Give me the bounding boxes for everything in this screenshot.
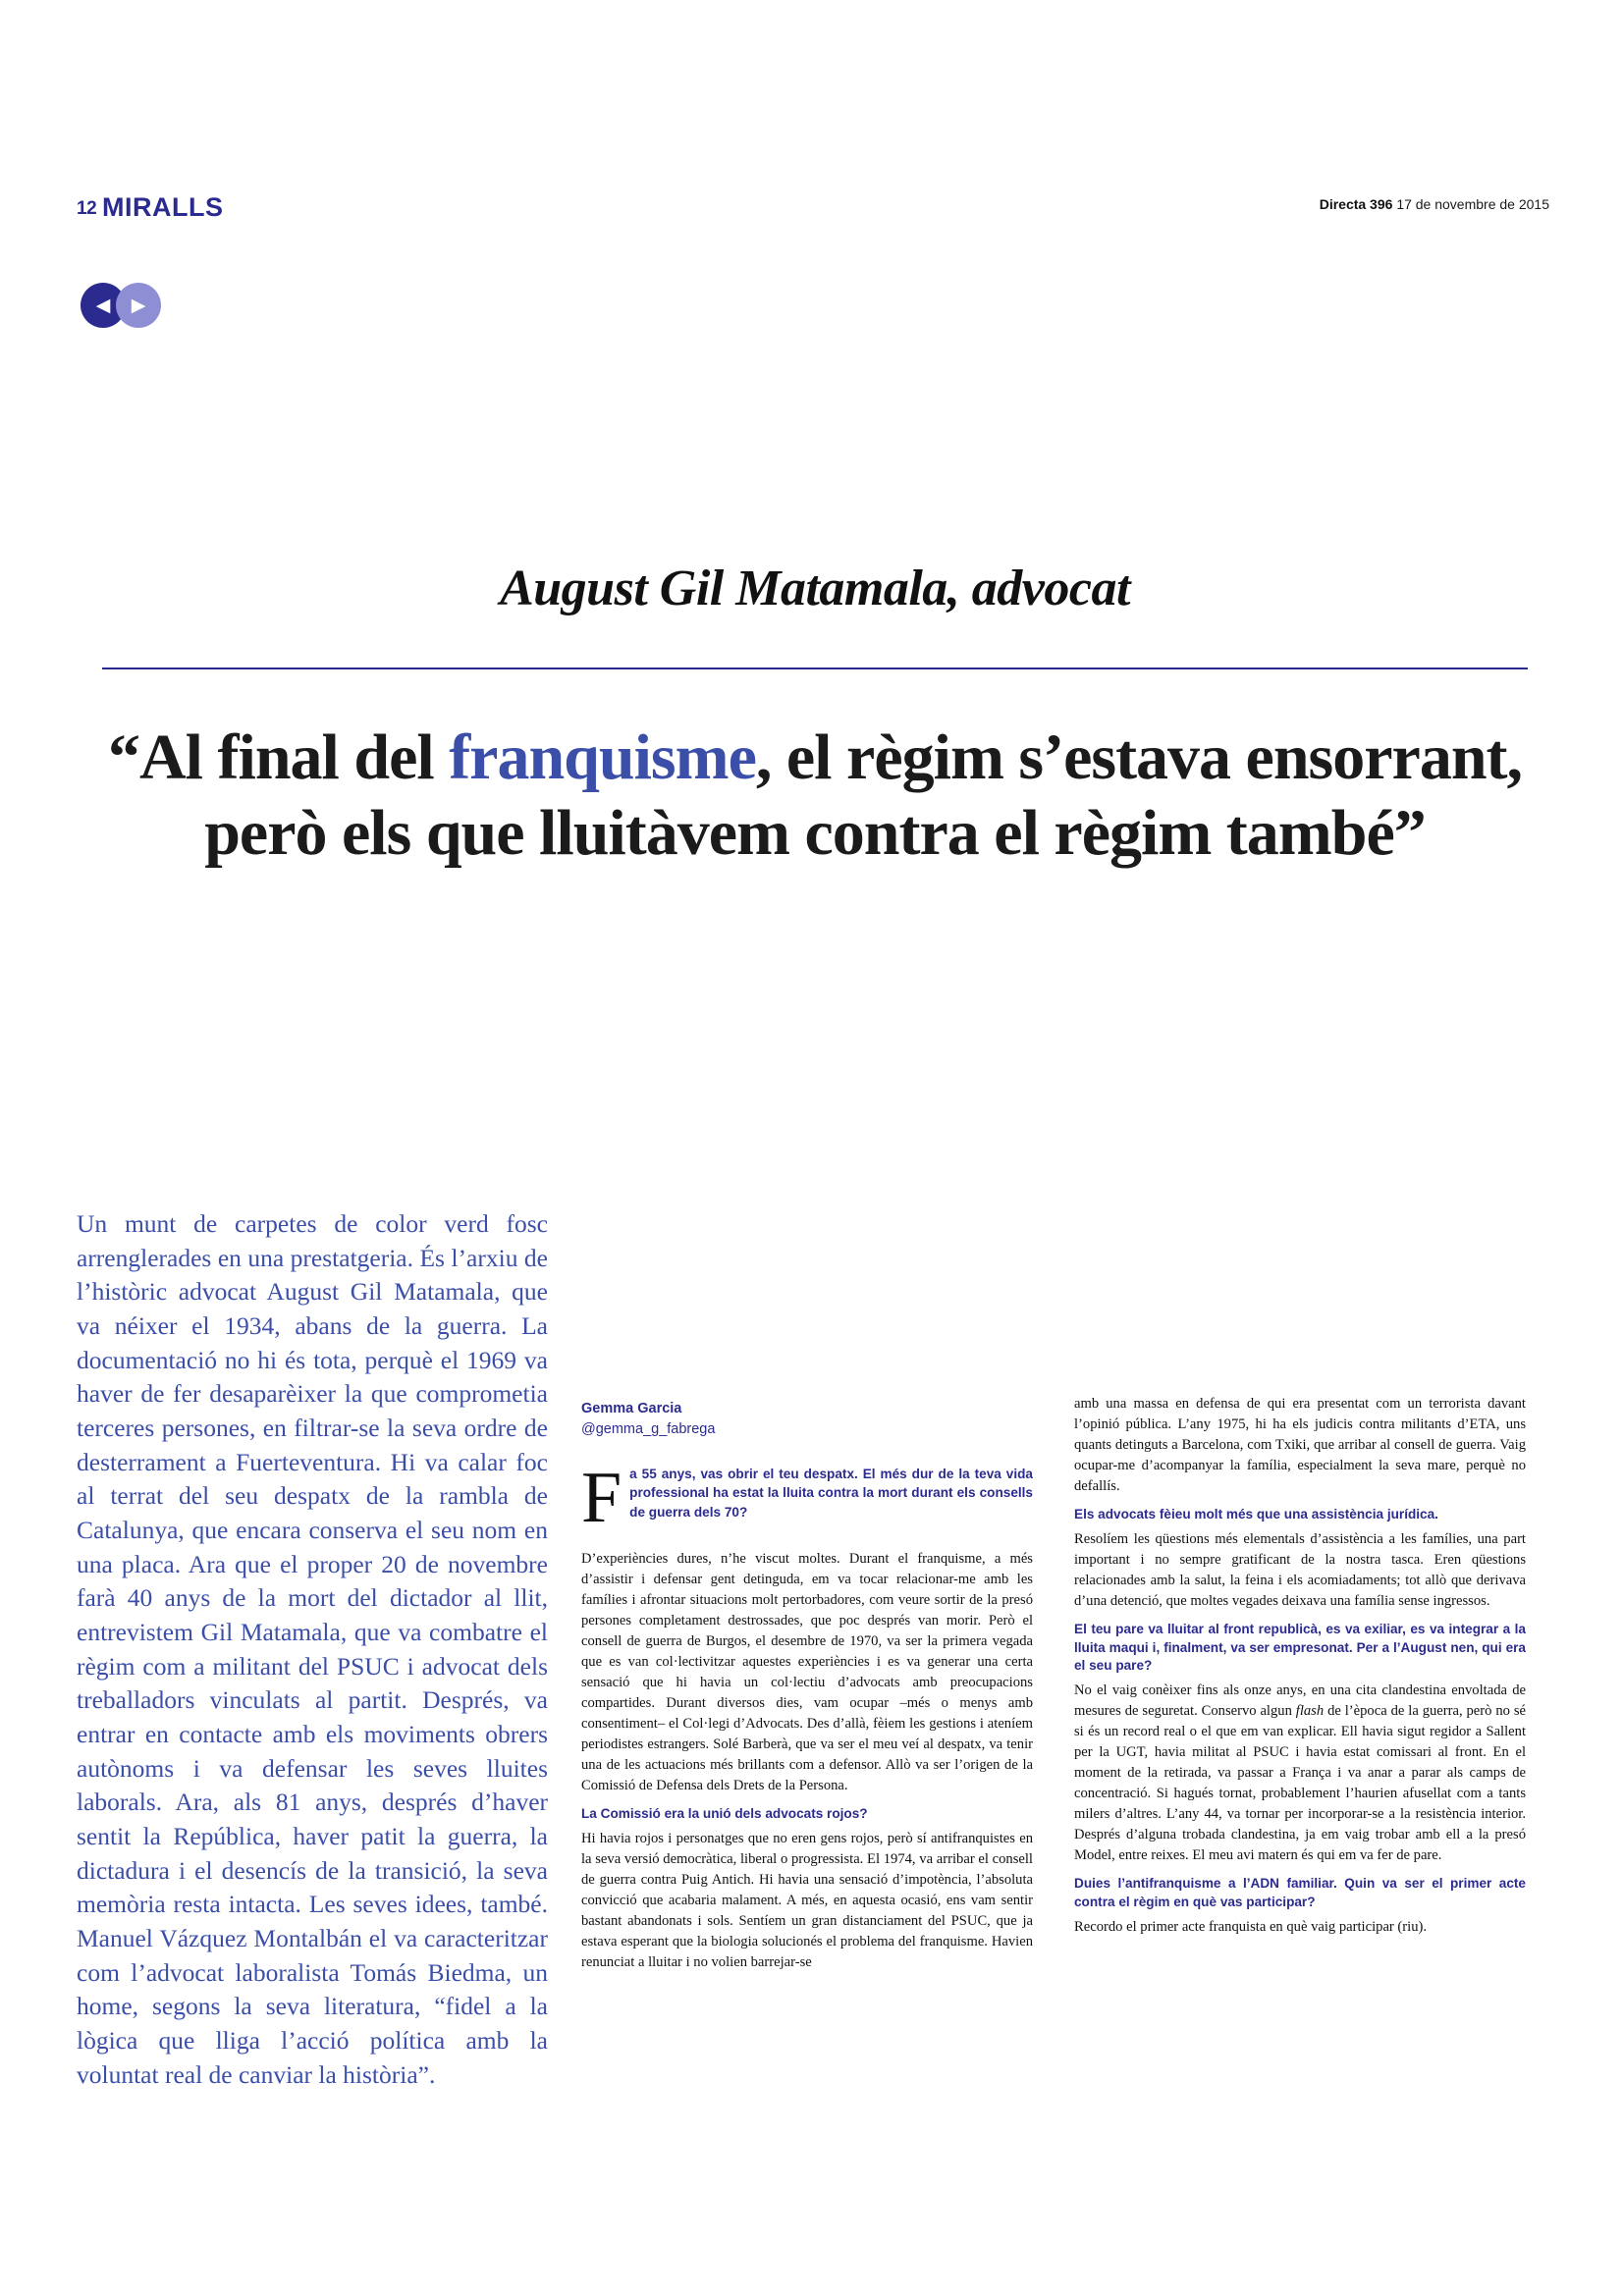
body-column-middle	[581, 1458, 1033, 1982]
lead-question-block	[581, 1458, 1033, 1549]
byline-author: Gemma Garcia	[581, 1401, 682, 1416]
answer-5: Recordo el primer acte franquista en què vaig participar (riu).	[1074, 1918, 1428, 1935]
arrow-left-icon: ◀	[95, 294, 111, 316]
answer-2-continued: amb una massa en defensa de qui era presentat com un terrorista davant l’opinió pública. L’any 1975, hi ha els judicis contra militants d’ETA, uns quants detinguts a Barcelona, com Txiki, que arribar al consell de guerra. Vaig ocupar-me d’acompanyar la família, especialment la seva mare, perquè no defallís.	[1074, 1396, 1526, 1494]
section-title: MIRALLS	[102, 192, 224, 222]
issue-info	[1320, 196, 1549, 212]
answer-4	[1074, 1681, 1526, 1866]
headline-part-1: “Al final del	[108, 721, 450, 794]
arrow-right-icon: ▶	[131, 294, 146, 316]
headline-accent-word: franquisme	[449, 721, 756, 794]
answer-4-post: de l’època de la guerra, però no sé si és un record real o el que em van explicar. Ell havia sigut regidor a Sallent per la UGT, havia militat al PSUC i havia estat comissari al front. En el moment de la retirada, va passar a França i va anar a parar als camps de concentració. Si hagués tornat, probablement l’haurien afusellat com a tants milers d’altres. L’any 44, va tornar per incorporar-se a la resistència interior. Després d’alguna trobada clandestina, ja em vaig trobar amb ell a la presó Model, entre reixes. El meu avi matern és qui em va fer de pare.	[1074, 1703, 1526, 1863]
answer-4-pre: No el vaig conèixer fins als onze anys, en una cita clandestina envoltada de mesures de seguretat. Conservo algun	[1074, 1682, 1526, 1719]
next-page-button[interactable]	[116, 283, 161, 328]
headline-divider	[102, 667, 1528, 669]
answer-4-italic: flash	[1295, 1703, 1325, 1719]
body-column-right	[1074, 1394, 1526, 1947]
page-navigation[interactable]	[81, 283, 175, 334]
drop-cap: F	[581, 1458, 622, 1538]
page-folio: 12	[77, 198, 97, 219]
byline	[581, 1399, 1033, 1440]
issue-number: Directa 396	[1319, 196, 1393, 212]
article-standfirst: Un munt de carpetes de color verd fosc arrenglerades en una prestatgeria. És l’arxiu de l’històric advocat August Gil Matamala, que va néixer el 1934, abans de la guerra. La documentació no hi és tota, perquè el 1969 va haver de fer desaparèixer la que comprometia terceres persones, en filtrar-se la seva ordre de desterrament a Fuerteventura. Hi va calar foc al terrat del seu despatx de la rambla de Catalunya, que encara conserva el seu nom en una placa. Ara que el proper 20 de novembre farà 40 anys de la mort del dictador al llit, entrevistem Gil Matamala, que va combatre el règim com a militant del PSUC i advocat dels treballadors vinculats al partit. Després, va entrar en contacte amb els moviments obrers autònoms i va defensar les seves lluites laborals. Ara, als 81 anys, després d’haver sentit la República, haver patit la guerra, la dictadura i el desencís de la transició, la seva memòria resta intacta. Les seves idees, també. Manuel Vázquez Montalbán el va caracteritzar com l’advocat laboralista Tomás Biedma, un home, segons la seva literatura, “fidel a la lògica que lliga l’acció política amb la voluntat real de canviar la història”.	[77, 1209, 548, 2089]
question-2: La Comissió era la unió dels advocats rojos?	[581, 1806, 868, 1821]
question-5: Duies l’antifranquisme a l’ADN familiar. Quin va ser el primer acte contra el règim en què vas participar?	[1074, 1876, 1526, 1909]
answer-2: Hi havia rojos i personatges que no eren gens rojos, però sí antifranquistes en la seva versió democràtica, liberal o progressista. El 1974, va arribar el consell de guerra contra Puig Antich. Hi havia una sensació d’impotència, l’absoluta convicció que acabaria malament. A més, en aquesta ocasió, ens vam sentir bastant abandonats i sols. Sentíem un gran distanciament del PSUC, que ja estava esperant que la biologia solucionés el problema del franquisme. Havien renunciat a lluitar i no volien barrejar-se	[581, 1830, 1033, 1970]
question-3: Els advocats fèieu molt més que una assistència jurídica.	[1074, 1507, 1438, 1522]
byline-handle[interactable]: @gemma_g_fabrega	[581, 1421, 716, 1438]
lead-answer: D’experiències dures, n’he viscut moltes. Durant el franquisme, a més d’assistir i defensar gent detinguda, em va tocar relacionar-me amb les famílies i afrontar situacions molt pertorbadores, com veure sortir de la presó persones completament destrossades, que poc després van morir. Però el consell de guerra de Burgos, el desembre de 1970, va ser la primera vegada que es van col·lectivitzar aquestes experiències i es va generar una certa sensació que hi havia un col·lectiu d’advocats amb preocupacions compartides. Durant diversos dies, vam ocupar –més o menys amb consentiment– el Col·legi d’Advocats. Des d’allà, fèiem les gestions i ateníem periodistes estrangers. Solé Barberà, que va ser el meu veí al despatx, va tenir una de les actuacions més brillants com a defensor. Allò va ser l’origen de la Comissió de Defensa dels Drets de la Persona.	[581, 1551, 1033, 1793]
lead-question: a 55 anys, vas obrir el teu despatx. El més dur de la teva vida professional ha estat la lluita contra la mort durant els consells de guerra dels 70?	[629, 1467, 1033, 1520]
issue-date: 17 de novembre de 2015	[1396, 196, 1549, 212]
question-4: El teu pare va lluitar al front republicà, es va exiliar, es va integrar a la lluita maqui i, finalment, va ser empresonat. Per a l’August nen, qui era el seu pare?	[1074, 1621, 1526, 1674]
answer-3: Resolíem les qüestions més elementals d’assistència a les famílies, una part important i no sempre gratificant de la nostra tasca. Eren qüestions relacionades amb la salut, la feina i els acomiadaments; tot allò que derivava d’una detenció, que moltes vegades deixava una família sense ingressos.	[1074, 1530, 1526, 1609]
masthead	[77, 192, 1549, 222]
article-kicker: August Gil Matamala, advocat	[500, 561, 1130, 616]
article-headline	[108, 721, 1522, 871]
headline-part-2: , el règim s’estava ensorrant, però els que lluitàvem contra el règim també”	[204, 721, 1523, 869]
